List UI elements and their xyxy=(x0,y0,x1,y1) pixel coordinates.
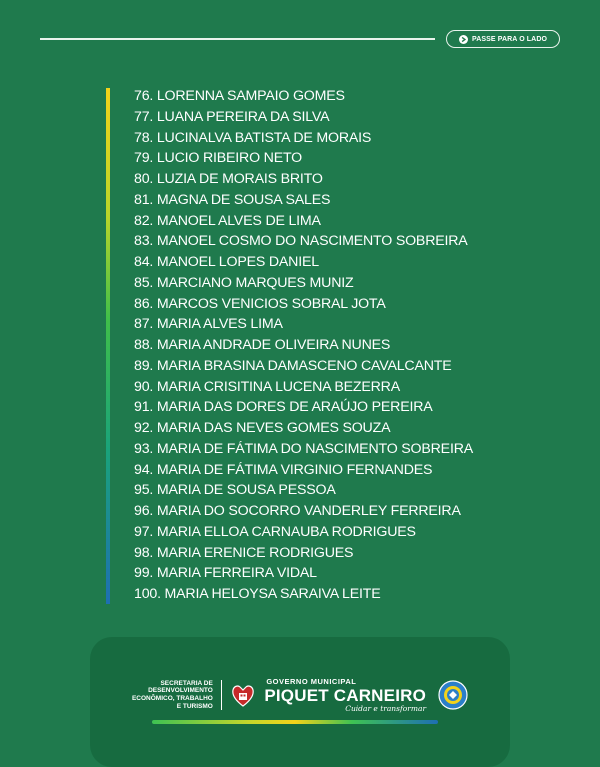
municipal-crest-icon xyxy=(230,682,256,708)
list-item: 80. LUZIA DE MORAIS BRITO xyxy=(134,171,323,187)
list-item: 95. MARIA DE SOUSA PESSOA xyxy=(134,482,336,499)
name-list xyxy=(134,86,473,605)
footer-logos xyxy=(90,675,510,715)
list-item: 89. MARIA BRASINA DAMASCENO CAVALCANTE xyxy=(134,357,452,374)
secretaria-label xyxy=(132,680,213,710)
footer-panel xyxy=(90,637,510,767)
list-item: 87. MARIA ALVES LIMA xyxy=(134,316,283,333)
list-item: 92. MARIA DAS NEVES GOMES SOUZA xyxy=(134,420,391,436)
list-item: 96. MARIA DO SOCORRO VANDERLEY FERREIRA xyxy=(134,503,461,519)
list-item: 99. MARIA FERREIRA VIDAL xyxy=(134,565,317,582)
top-divider-line xyxy=(40,38,435,40)
list-item: 93. MARIA DE FÁTIMA DO NASCIMENTO SOBREIRA xyxy=(134,440,473,457)
footer-divider xyxy=(221,680,223,710)
municipal-seal-icon xyxy=(438,680,468,710)
list-item: 81. MAGNA DE SOUSA SALES xyxy=(134,191,331,208)
secretaria-line: E TURISMO xyxy=(176,702,213,710)
list-item: 91. MARIA DAS DORES DE ARAÚJO PEREIRA xyxy=(134,399,433,416)
list-item: 82. MANOEL ALVES DE LIMA xyxy=(134,212,321,229)
gov-label: GOVERNO MUNICIPAL xyxy=(266,677,357,686)
secretaria-line: SECRETARIA DE xyxy=(160,679,213,687)
arrow-right-circle-icon xyxy=(459,35,468,44)
list-item: 79. LUCIO RIBEIRO NETO xyxy=(134,150,302,167)
list-item: 84. MANOEL LOPES DANIEL xyxy=(134,254,319,270)
list-item: 78. LUCINALVA BATISTA DE MORAIS xyxy=(134,129,372,146)
list-item: 77. LUANA PEREIRA DA SILVA xyxy=(134,108,330,125)
list-item: 90. MARIA CRISITINA LUCENA BEZERRA xyxy=(134,378,400,395)
secretaria-line: DESENVOLVIMENTO xyxy=(148,687,213,695)
list-item: 94. MARIA DE FÁTIMA VIRGINIO FERNANDES xyxy=(134,461,433,478)
list-item: 88. MARIA ANDRADE OLIVEIRA NUNES xyxy=(134,337,391,353)
list-item: 85. MARCIANO MARQUES MUNIZ xyxy=(134,274,354,291)
government-logo xyxy=(264,678,426,712)
swipe-hint-label: PASSE PARA O LADO xyxy=(471,35,548,43)
list-item: 98. MARIA ERENICE RODRIGUES xyxy=(134,544,354,561)
list-item: 86. MARCOS VENICIOS SOBRAL JOTA xyxy=(134,295,386,312)
swipe-hint-button[interactable] xyxy=(446,30,560,48)
slogan: Cuidar e transformar xyxy=(345,703,427,713)
gradient-accent-bar xyxy=(106,88,110,604)
secretaria-line: ECONÔMICO, TRABALHO xyxy=(131,695,213,702)
footer-gradient-stripe xyxy=(152,720,438,724)
list-item: 76. LORENNA SAMPAIO GOMES xyxy=(134,88,345,104)
list-item: 97. MARIA ELLOA CARNAUBA RODRIGUES xyxy=(134,523,416,540)
list-item: 83. MANOEL COSMO DO NASCIMENTO SOBREIRA xyxy=(134,233,468,250)
city-name: PIQUET CARNEIRO xyxy=(264,685,427,705)
list-item: 100. MARIA HELOYSA SARAIVA LEITE xyxy=(134,586,381,602)
